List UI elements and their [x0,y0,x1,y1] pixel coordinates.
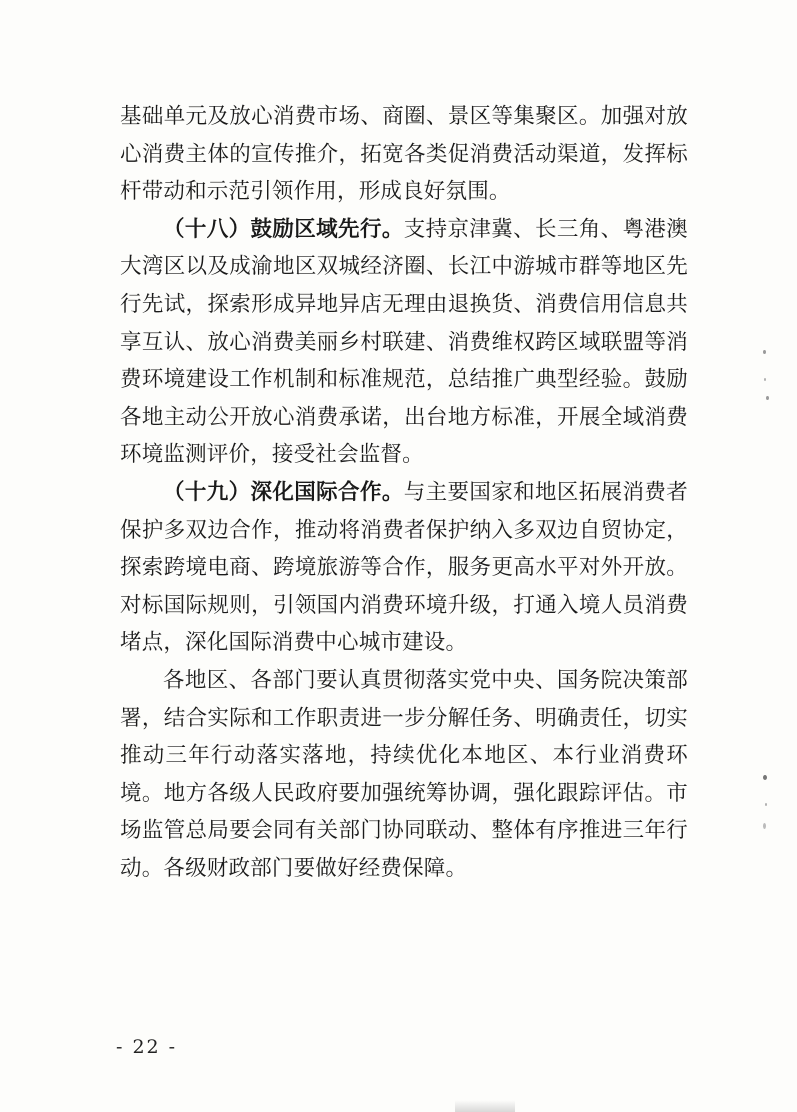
paragraph-section-19 [120,474,688,662]
page-number: - 22 - [116,1036,178,1058]
scan-speck [764,378,766,381]
scan-speck [766,396,769,400]
paragraph-continuation [120,98,688,211]
paragraph-closing [120,662,688,888]
scan-speck [763,350,766,354]
paragraph-text: 支持京津冀、长三角、粤港澳大湾区以及成渝地区双城经济圈、长江中游城市群等地区先行先试，探索形成异地异店无理由退换货、消费信用信息共享互认、放心消费美丽乡村联建、消费维权跨区域联盟等消费环境建设工作机制和标准规范，总结推广典型经验。鼓励各地主动公开放心消费承诺，出台地方标准，开展全域消费环境监测评价，接受社会监督。 [120,216,689,468]
scan-edge-shadow [455,1100,515,1112]
section-heading: （十八）鼓励区域先行。 [163,216,404,242]
paragraph-text: 各地区、各部门要认真贯彻落实党中央、国务院决策部署，结合实际和工作职责进一步分解任务、明确责任，切实推动三年行动落实落地，持续优化本地区、本行业消费环境。地方各级人民政府要加强统筹协调，强化跟踪评估。市场监管总局要会同有关部门协同联动、整体有序推进三年行动。各级财政部门要做好经费保障。 [120,667,688,881]
paragraph-text: 与主要国家和地区拓展消费者保护多双边合作，推动将消费者保护纳入多双边自贸协定，探索跨境电商、跨境旅游等合作，服务更高水平对外开放。对标国际规则，引领国内消费环境升级，打通入境人员消费堵点，深化国际消费中心城市建设。 [120,479,689,656]
scan-speck [765,803,767,806]
paragraph-section-18 [120,211,688,474]
section-heading: （十九）深化国际合作。 [163,479,404,505]
scan-speck [763,775,767,780]
body-text [120,98,688,887]
paragraph-text: 基础单元及放心消费市场、商圈、景区等集聚区。加强对放心消费主体的宣传推介，拓宽各类促消费活动渠道，发挥标杆带动和示范引领作用，形成良好氛围。 [120,104,688,205]
scan-speck [763,823,766,829]
